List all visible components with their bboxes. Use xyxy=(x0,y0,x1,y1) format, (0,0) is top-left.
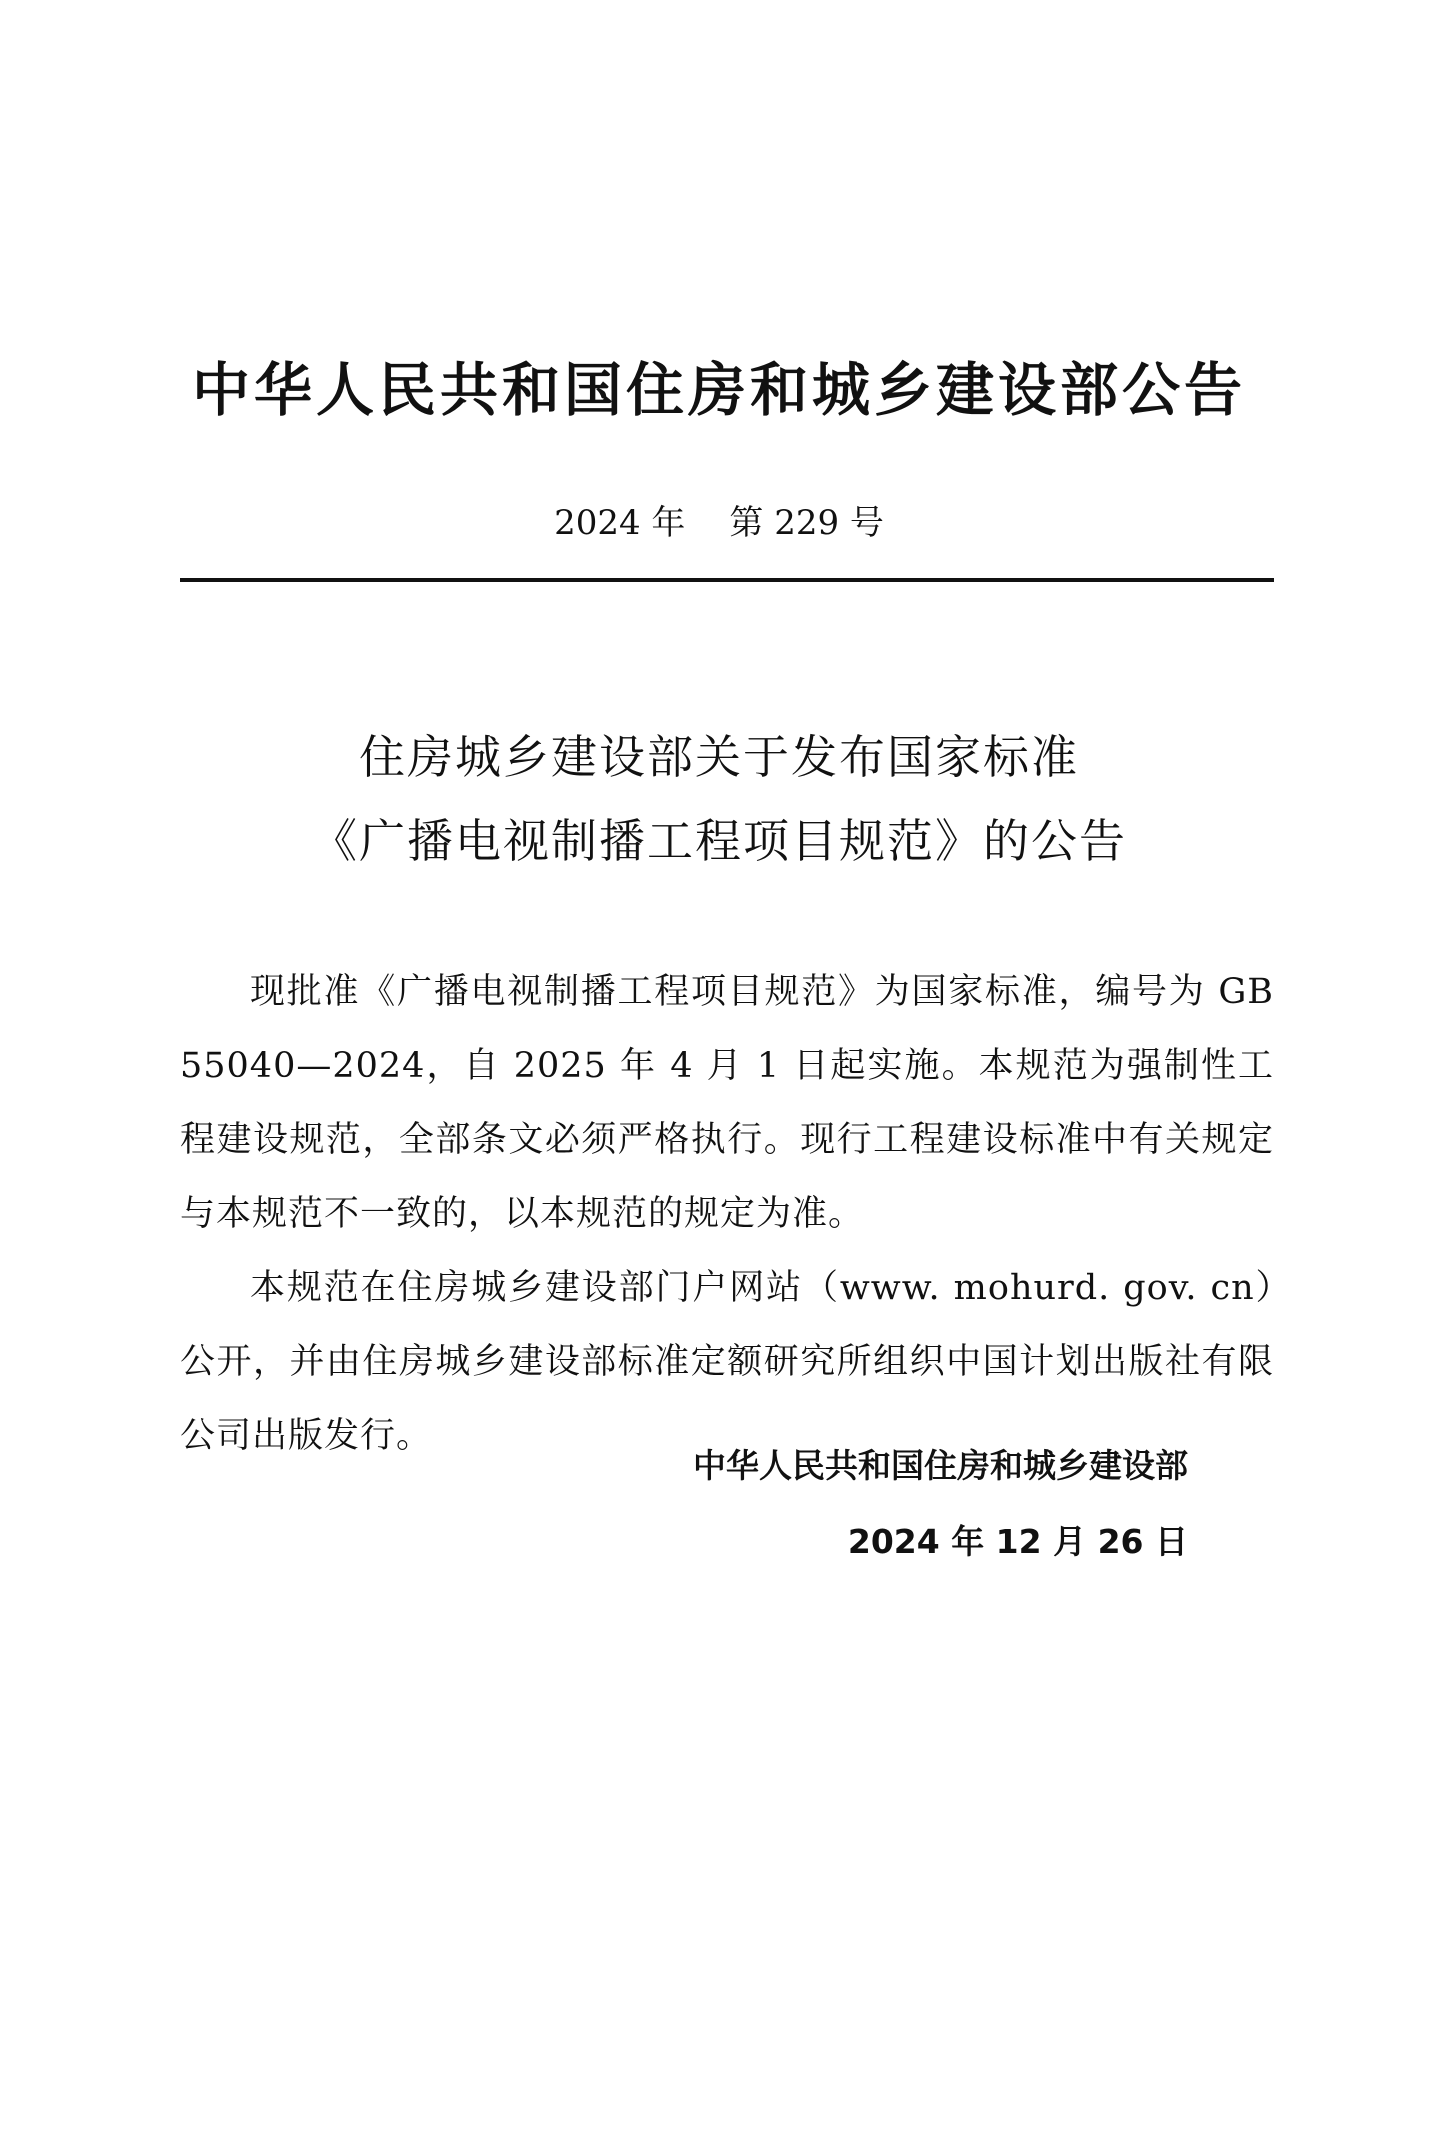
signature-block xyxy=(693,1428,1188,1580)
notice-title-line1: 住房城乡建设部关于发布国家标准 xyxy=(359,730,1079,784)
notice-body xyxy=(180,955,1274,1473)
body-paragraph-2: 本规范在住房城乡建设部门户网站（www. mohurd. gov. cn）公开，并由住房城乡建设部标准定额研究所组织中国计划出版社有限公司出版发行。 xyxy=(180,1268,1274,1456)
document-header-title: 中华人民共和国住房和城乡建设部公告 xyxy=(191,356,1246,424)
notice-title-line2: 《广播电视制播工程项目规范》的公告 xyxy=(311,814,1127,868)
issue-date: 2024 年 12 月 26 日 xyxy=(847,1522,1188,1561)
notice-title xyxy=(180,715,1258,883)
document-year: 2024 年 xyxy=(554,503,686,543)
header-divider xyxy=(180,578,1274,582)
body-paragraph-1: 现批准《广播电视制播工程项目规范》为国家标准，编号为 GB 55040—2024，自 2025 年 4 月 1 日起实施。本规范为强制性工程建设规范，全部条文必须严格执行。现行工程建设标准中有关规定与本规范不一致的，以本规范的规定为准。 xyxy=(180,972,1274,1234)
document-serial: 第 229 号 xyxy=(729,503,884,543)
document-number xyxy=(180,498,1258,548)
issuer-name: 中华人民共和国住房和城乡建设部 xyxy=(693,1446,1188,1485)
